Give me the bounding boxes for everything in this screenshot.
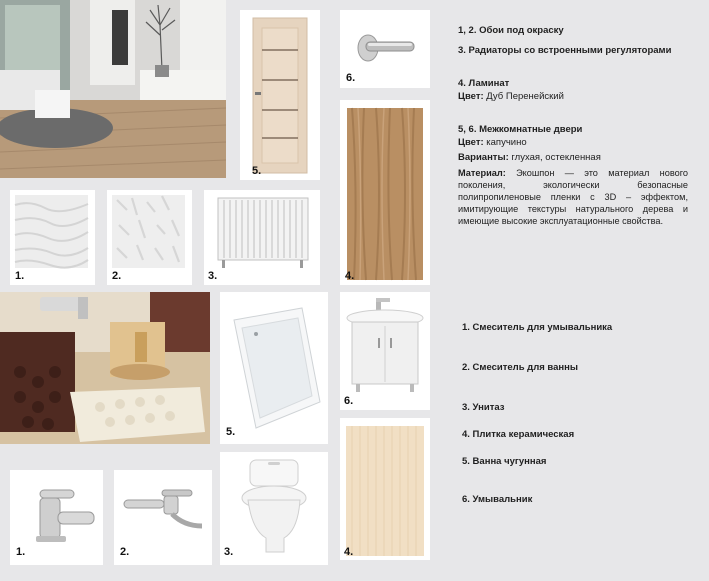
doors-color-value: капучино: [486, 137, 527, 148]
item-doors-title: 5, 6. Межкомнатные двери: [458, 124, 583, 135]
toilet-illustration: [220, 452, 328, 565]
bathtub-photo: [220, 292, 328, 444]
doors-material-label: Материал:: [458, 168, 506, 178]
list-item-bathtub: 5. Ванна чугунная: [462, 456, 547, 467]
item-doors-variants: [458, 152, 601, 165]
sink-illustration: [340, 292, 430, 410]
wallpaper1-photo: [10, 190, 95, 285]
doors-color-label: Цвет:: [458, 137, 484, 148]
laminate-number: 4.: [345, 270, 355, 282]
item-doors-color: [458, 137, 527, 150]
doors-variants-value: глухая, остекленная: [511, 152, 601, 163]
item-laminate-color: [458, 91, 564, 104]
item-laminate-title: 4. Ламинат: [458, 78, 510, 89]
item-doors-material: [458, 167, 688, 227]
list-item-toilet: 3. Унитаз: [462, 402, 505, 413]
sink-number: 6.: [344, 395, 354, 407]
laminate-color-label: Цвет:: [458, 91, 484, 102]
handle-photo: [340, 10, 430, 88]
wallpaper2-photo: [107, 190, 192, 285]
wallpaper1-number: 1.: [15, 270, 25, 282]
list-item-ceramic-tile: 4. Плитка керамическая: [462, 429, 575, 440]
toilet-photo: [220, 452, 328, 565]
laminate-color-value: Дуб Перенейский: [486, 91, 564, 102]
radiator-number: 3.: [208, 270, 218, 282]
item-radiators: 3. Радиаторы со встроенными регуляторами: [458, 45, 672, 56]
faucet-bath-photo: [114, 470, 212, 565]
list-item-basin-faucet: 1. Смеситель для умывальника: [462, 322, 613, 333]
bathtub-illustration: [220, 292, 328, 444]
room-photo: [0, 0, 226, 178]
door-number: 5.: [252, 165, 262, 177]
list-item-bath-faucet: 2. Смеситель для ванны: [462, 362, 579, 373]
ceramic-tile-photo: [340, 418, 430, 560]
radiator-illustration: [204, 190, 320, 285]
faucet-bath-number: 2.: [120, 546, 130, 558]
sink-photo: [340, 292, 430, 410]
handle-number: 6.: [346, 72, 356, 84]
toilet-number: 3.: [224, 546, 234, 558]
list-item-washbasin: 6. Умывальник: [462, 494, 533, 505]
door-illustration: [240, 10, 320, 180]
ceramic-tile-illustration: [340, 418, 430, 560]
radiator-photo: [204, 190, 320, 285]
bathtub-number: 5.: [226, 426, 236, 438]
room-illustration: [0, 0, 226, 178]
bathroom-photo: [0, 292, 210, 444]
faucet-basin-photo: [10, 470, 103, 565]
wallpaper2-number: 2.: [112, 270, 122, 282]
laminate-illustration: [340, 100, 430, 285]
door-photo: [240, 10, 320, 180]
item-wallpapers: 1, 2. Обои под окраску: [458, 25, 564, 36]
doors-material-value: Экошпон — это материал нового поколения, экологически безопасные полипропиленовые пленки с 3D – эффектом, имитирующие текстуры натурального дерева и имеющие высокие эксплуатационные свойства.: [458, 168, 688, 226]
faucet-basin-number: 1.: [16, 546, 26, 558]
doors-variants-label: Варианты:: [458, 152, 509, 163]
bathroom-illustration: [0, 292, 210, 444]
ceramic-tile-number: 4.: [344, 546, 354, 558]
laminate-photo: [340, 100, 430, 285]
